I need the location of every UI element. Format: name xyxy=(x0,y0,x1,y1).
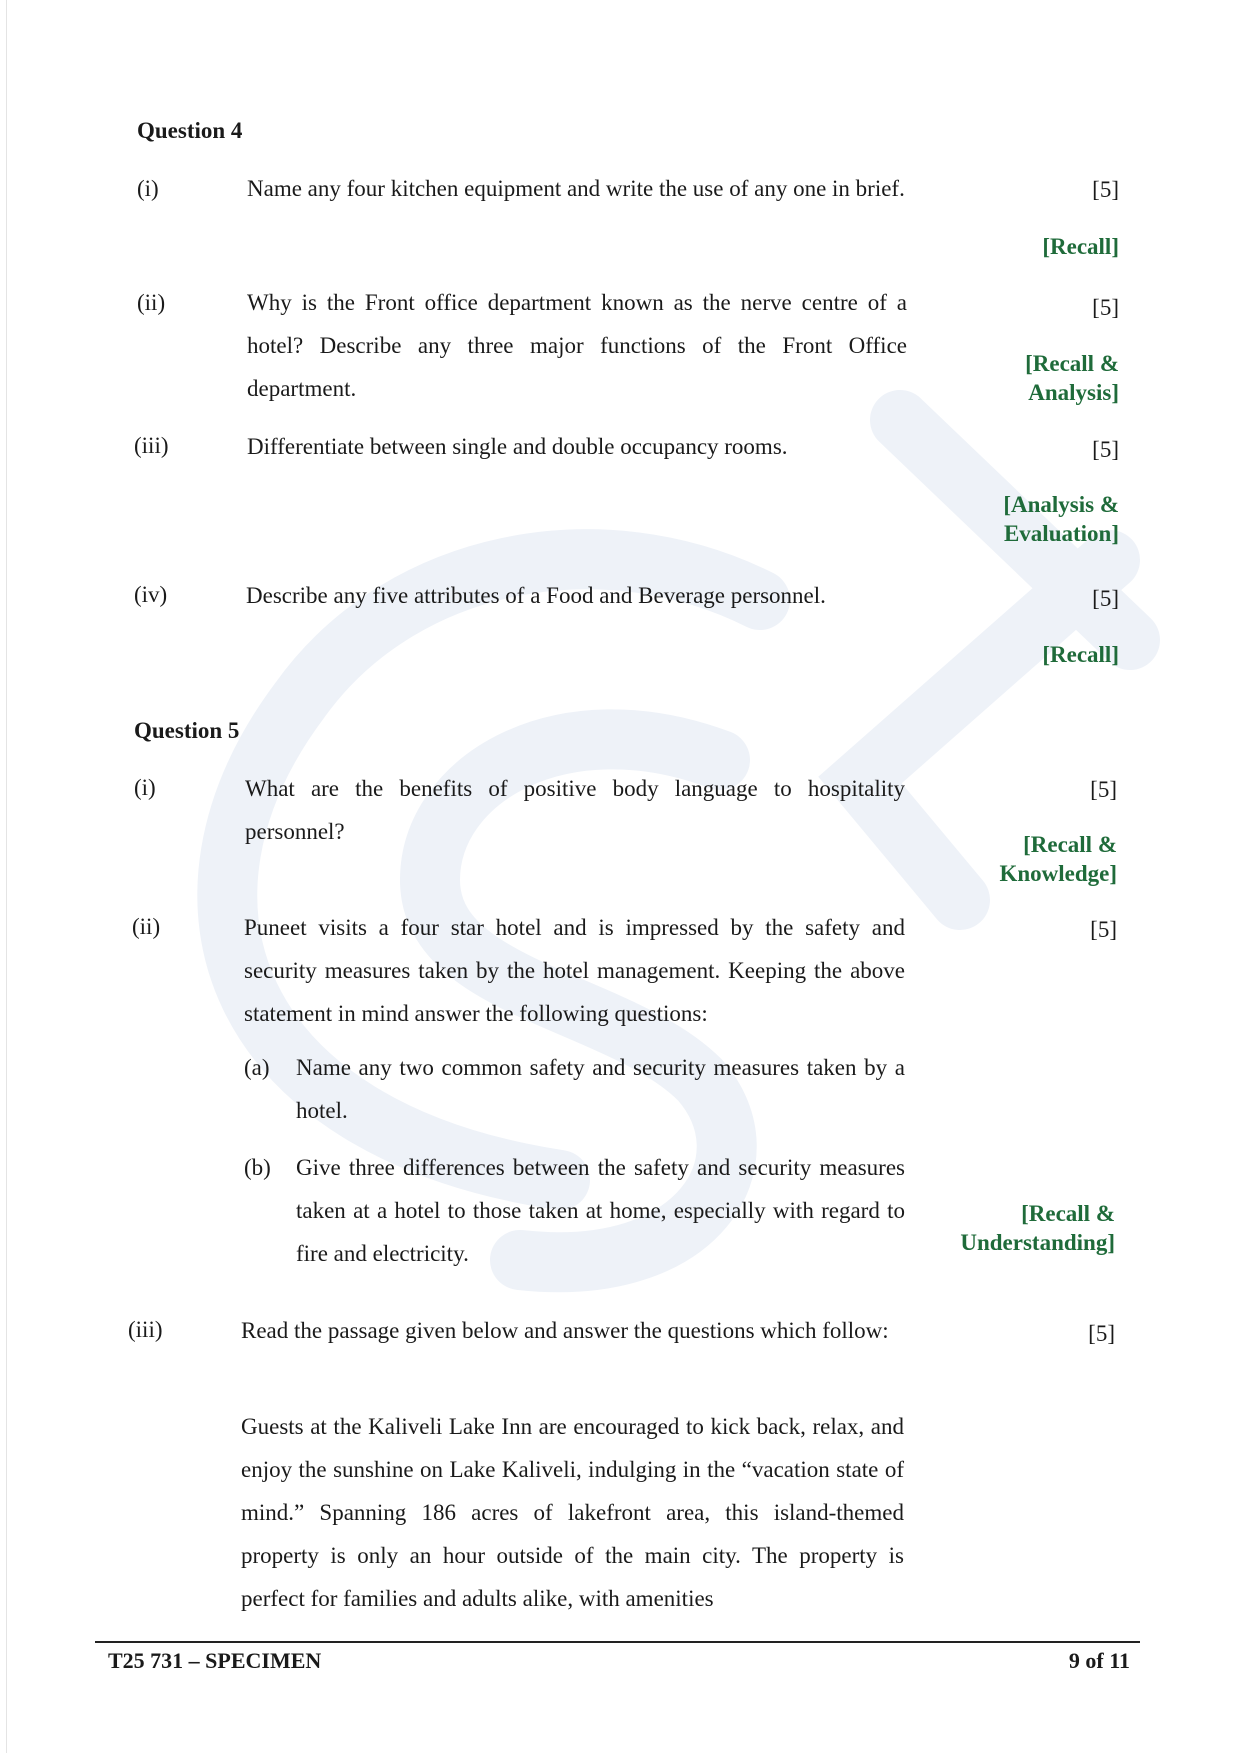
q5-i-text: What are the benefits of positive body language to hospitality personnel? xyxy=(245,776,905,844)
q5-ii-a-label: (a) xyxy=(244,1055,270,1080)
q5-ii-text: Puneet visits a four star hotel and is impressed by the safety and security measures taken by the hotel management. Keeping the above statement in mind answer the following questions: xyxy=(244,915,905,1026)
q5-iii-passage: Guests at the Kaliveli Lake Inn are encouraged to kick back, relax, and enjoy the sunshine on Lake Kaliveli, indulging in the “vacation state of mind.” Spanning 186 acres of lakefront area, this island-themed property is only an hour outside of the main city. The property is perfect for families and adults alike, with amenities xyxy=(241,1414,904,1611)
q4-ii-number: (ii) xyxy=(137,290,166,315)
q5-iii-number: (iii) xyxy=(128,1317,163,1342)
q5-ii-tag: [Recall & Understanding] xyxy=(960,1201,1115,1255)
q5-i-marks: [5] xyxy=(1090,777,1117,802)
q5-ii-number: (ii) xyxy=(132,914,161,939)
q4-iii-tag: [Analysis & Evaluation] xyxy=(1003,492,1119,546)
q4-i-text: Name any four kitchen equipment and write the use of any one in brief. xyxy=(247,176,905,201)
q5-ii-b-text: Give three differences between the safety and security measures taken at a hotel to those taken at home, especially with regard to fire and electricity. xyxy=(296,1155,905,1266)
question-5-title: Question 5 xyxy=(134,718,240,743)
q4-iv-marks: [5] xyxy=(1092,586,1119,611)
q4-ii-tag: [Recall & Analysis] xyxy=(1025,351,1119,405)
q4-iv-text: Describe any five attributes of a Food and Beverage personnel. xyxy=(246,583,826,608)
q5-ii-marks: [5] xyxy=(1090,917,1117,942)
q4-iii-marks: [5] xyxy=(1092,437,1119,462)
q5-i-tag: [Recall & Knowledge] xyxy=(999,832,1117,886)
q4-iv-number: (iv) xyxy=(134,582,168,607)
q4-iv-tag: [Recall] xyxy=(1042,642,1119,667)
q4-iii-number: (iii) xyxy=(134,433,169,458)
q5-ii-b-label: (b) xyxy=(244,1155,271,1180)
q4-iii-text: Differentiate between single and double occupancy rooms. xyxy=(247,434,788,459)
q4-ii-text: Why is the Front office department known as the nerve centre of a hotel? Describe any three major functions of the Front Office department. xyxy=(247,290,907,401)
question-4-title: Question 4 xyxy=(137,118,243,143)
q5-iii-marks: [5] xyxy=(1088,1321,1115,1346)
footer-paper-code: T25 731 – SPECIMEN xyxy=(108,1648,322,1673)
q4-i-number: (i) xyxy=(137,176,159,201)
footer-rule xyxy=(95,1641,1140,1643)
q4-i-tag: [Recall] xyxy=(1042,234,1119,259)
q4-ii-marks: [5] xyxy=(1092,295,1119,320)
q5-ii-a-text: Name any two common safety and security measures taken by a hotel. xyxy=(296,1055,905,1123)
page-edge xyxy=(6,0,7,1753)
q4-i-marks: [5] xyxy=(1092,177,1119,202)
q5-i-number: (i) xyxy=(134,775,156,800)
q5-iii-text: Read the passage given below and answer the questions which follow: xyxy=(241,1318,889,1343)
footer-page-number: 9 of 11 xyxy=(1068,1648,1130,1673)
